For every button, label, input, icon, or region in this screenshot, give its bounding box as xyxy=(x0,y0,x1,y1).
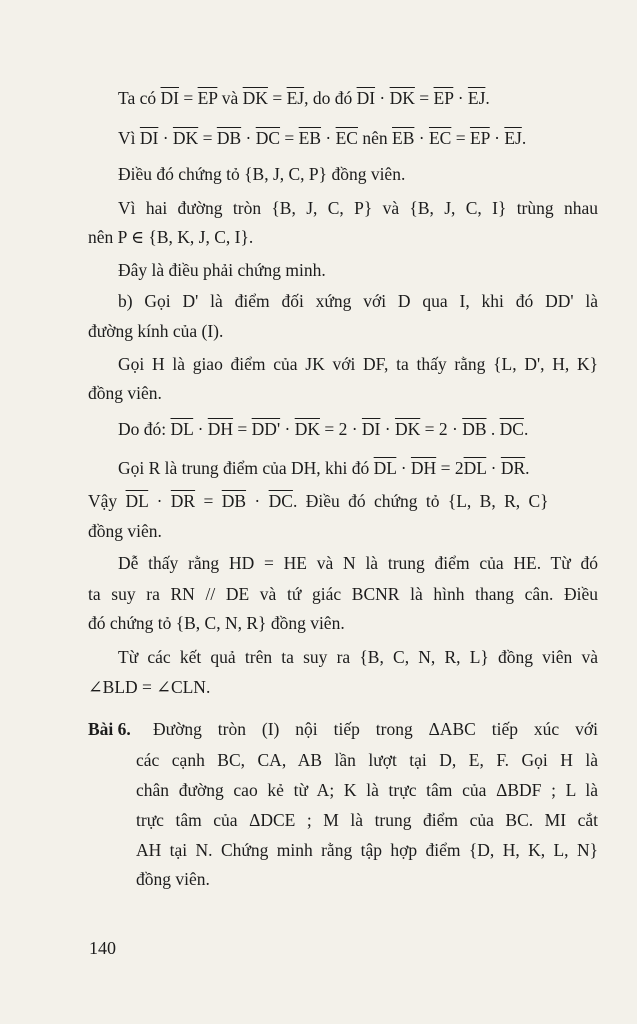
text-line: Vì hai đường tròn {B, J, C, P} và {B, J, C, I} trùng nhau xyxy=(118,198,598,218)
segment: DD' xyxy=(251,419,281,439)
text-span: · xyxy=(148,491,171,511)
text-span: · xyxy=(321,128,336,148)
exercise-line: trực tâm của ΔDCE ; M là trung điểm của BC. MI cắt xyxy=(136,810,598,830)
segment: $\overline{DL}$ xyxy=(373,458,397,478)
text-span: Do đó: xyxy=(118,419,171,439)
exercise-line: các cạnh BC, CA, AB lần lượt tại D, E, F. Gọi H là xyxy=(136,750,598,770)
segment: $\overline{DB}$ xyxy=(462,419,487,439)
segment: $\overline{DI}$ xyxy=(139,128,159,148)
text-line: Điều đó chứng tỏ {B, J, C, P} đồng viên. xyxy=(118,164,406,184)
text-span: = xyxy=(178,88,198,108)
segment: $\overline{DK}$ xyxy=(294,419,320,439)
segment: $\overline{DK}$ xyxy=(172,128,199,148)
text-span: . xyxy=(525,458,530,478)
text-span: · xyxy=(193,419,208,439)
text-line: đường kính của (I). xyxy=(88,321,224,341)
text-line: Gọi H là giao điểm của JK với DF, ta thấy rằng {L, D', H, K} xyxy=(118,354,598,374)
segment: $\overline{EP}$ xyxy=(197,88,218,108)
text-span: , do đó xyxy=(304,88,357,108)
text-span: = xyxy=(195,491,222,511)
exercise-line: Đường tròn (I) nội tiếp trong ΔABC tiếp xúc với xyxy=(153,719,598,739)
exercise-line: AH tại N. Chứng minh rằng tập hợp điểm {D, H, K, L, N} xyxy=(136,840,598,860)
segment: $\overline{EJ}$ xyxy=(286,88,305,108)
text-span: = xyxy=(451,128,470,148)
text-span: . xyxy=(485,88,490,108)
segment: $\overline{DK}$ xyxy=(394,419,421,439)
segment: $\overline{EP}$ xyxy=(433,88,454,108)
text-span: nên xyxy=(357,128,393,148)
text-line: đồng viên. xyxy=(88,383,162,403)
text-span: · xyxy=(489,128,505,148)
segment: $\overline{EC}$ xyxy=(335,128,358,148)
text-line: b) Gọi D' là điểm đối xứng với D qua I, khi đó DD' là xyxy=(118,291,598,311)
text-span: · xyxy=(396,458,411,478)
text-span: Vì xyxy=(118,128,140,148)
text-line: nên P ∈ {B, K, J, C, I}. xyxy=(88,227,254,247)
text-line: ∠BLD = ∠CLN. xyxy=(88,677,211,697)
exercise-label: Bài 6. xyxy=(88,719,131,739)
segment: $\overline{EC}$ xyxy=(428,128,452,148)
segment: $\overline{EB}$ xyxy=(392,128,415,148)
text-line: ta suy ra RN // DE và tứ giác BCNR là hình thang cân. Điều xyxy=(88,584,598,604)
text-span: = 2 xyxy=(436,458,464,478)
segment: $\overline{EJ}$ xyxy=(467,88,486,108)
segment: $\overline{DB}$ xyxy=(221,491,247,511)
text-span: = xyxy=(267,88,287,108)
segment: $\overline{EB}$ xyxy=(298,128,322,148)
segment: $\overline{EJ}$ xyxy=(504,128,522,148)
text-span: . xyxy=(521,128,527,148)
text-line xyxy=(118,87,490,109)
text-line xyxy=(118,457,530,479)
text-span: · xyxy=(486,458,501,478)
segment: $\overline{DB}$ xyxy=(216,128,242,148)
text-span: · xyxy=(375,88,390,108)
segment: $\overline{DL}$ xyxy=(125,491,149,511)
text-span: . xyxy=(523,419,529,439)
page-number: 140 xyxy=(89,938,116,958)
segment: $\overline{DR}$ xyxy=(170,491,196,511)
text-line: Từ các kết quả trên ta suy ra {B, C, N, R, L} đồng viên và xyxy=(118,647,598,667)
text-span: = xyxy=(198,128,217,148)
text-span: · xyxy=(414,128,429,148)
exercise-line: chân đường cao kẻ từ A; K là trực tâm của ΔBDF ; L là xyxy=(136,780,598,800)
segment: $\overline{DI}$ xyxy=(361,419,381,439)
text-line xyxy=(118,418,528,440)
text-span: Gọi R là trung điểm của DH, khi đó xyxy=(118,458,374,478)
text-line: Dễ thấy rằng HD = HE và N là trung điểm của HE. Từ đó xyxy=(118,553,598,573)
text-span: = xyxy=(233,419,252,439)
text-span: · xyxy=(453,88,468,108)
text-line xyxy=(118,127,526,149)
segment: $\overline{DH}$ xyxy=(207,419,234,439)
text-span: · xyxy=(246,491,269,511)
segment: $\overline{DR}$ xyxy=(500,458,526,478)
text-line: Đây là điều phải chứng minh. xyxy=(118,260,326,280)
text-span: Ta có xyxy=(118,88,161,108)
segment: $\overline{DK}$ xyxy=(389,88,415,108)
segment: $\overline{DL}$ xyxy=(170,419,194,439)
text-line: đồng viên. xyxy=(88,521,162,541)
text-span: = 2 · xyxy=(319,419,362,439)
text-span: . xyxy=(486,419,500,439)
text-line: đó chứng tỏ {B, C, N, R} đồng viên. xyxy=(88,613,345,633)
exercise-line: đồng viên. xyxy=(136,869,210,889)
text-span: và xyxy=(217,88,243,108)
segment: $\overline{DC}$ xyxy=(255,128,281,148)
segment: $\overline{DH}$ xyxy=(410,458,437,478)
text-span: . Điều đó chứng tỏ {L, B, R, C} xyxy=(292,491,549,511)
text-span: = xyxy=(280,128,299,148)
segment: $\overline{EP}$ xyxy=(469,128,490,148)
segment: $\overline{DC}$ xyxy=(268,491,293,511)
segment: $\overline{DK}$ xyxy=(242,88,268,108)
text-span: = xyxy=(414,88,434,108)
segment: $\overline{DC}$ xyxy=(499,419,524,439)
text-span: · xyxy=(280,419,295,439)
segment: $\overline{DI}$ xyxy=(356,88,376,108)
text-span: · xyxy=(158,128,173,148)
segment: $\overline{DI}$ xyxy=(160,88,179,108)
segment: $\overline{DL}$ xyxy=(463,458,487,478)
text-line xyxy=(88,490,549,512)
text-span: = 2 · xyxy=(420,419,463,439)
text-span: · xyxy=(380,419,395,439)
text-span: Vậy xyxy=(88,491,126,511)
text-span: · xyxy=(241,128,256,148)
